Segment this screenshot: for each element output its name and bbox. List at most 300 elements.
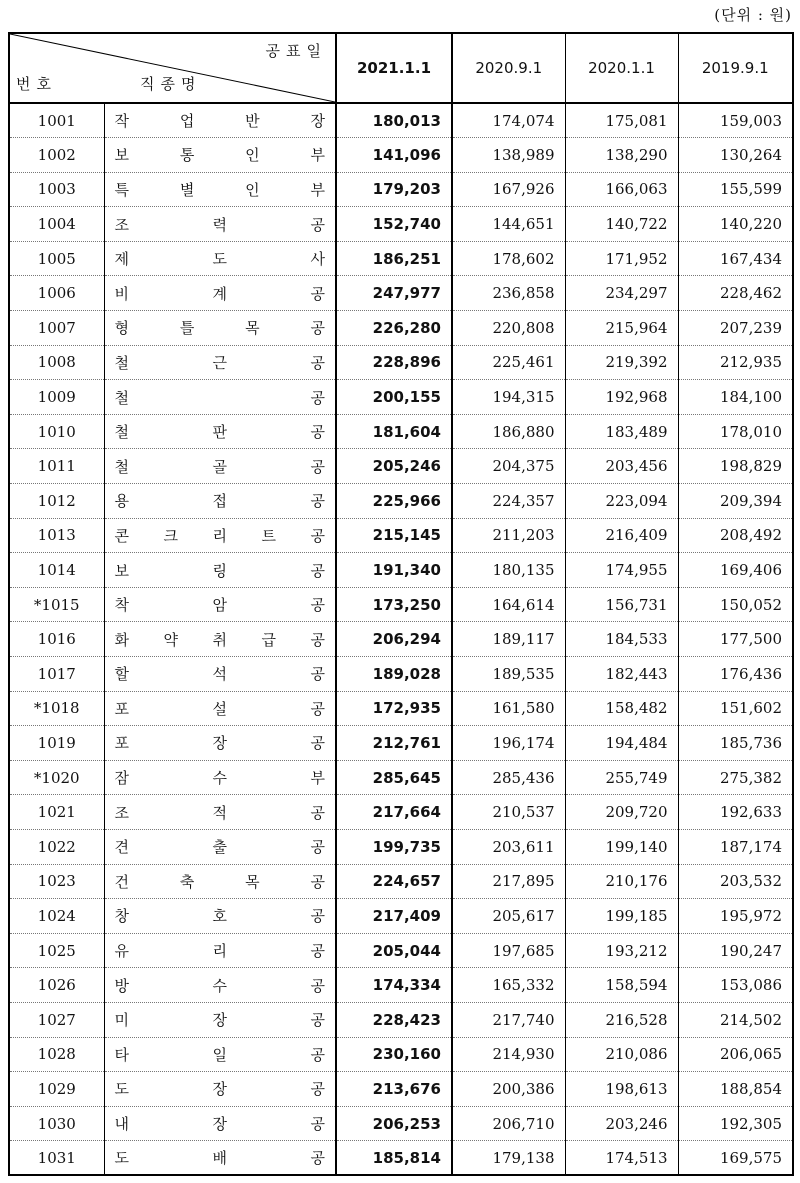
table-row xyxy=(9,241,793,276)
wage-value: 206,253 xyxy=(336,1106,452,1141)
table-row xyxy=(9,1141,793,1176)
job-name xyxy=(104,380,336,415)
wage-value: 196,174 xyxy=(452,726,565,761)
wage-value: 219,392 xyxy=(565,345,678,380)
table-row xyxy=(9,933,793,968)
table-row xyxy=(9,1072,793,1107)
job-name-char: 수 xyxy=(212,769,227,788)
wage-value: 130,264 xyxy=(678,138,793,173)
job-name-char: 약 xyxy=(163,630,178,649)
job-code: 1019 xyxy=(9,726,104,761)
wage-value: 226,280 xyxy=(336,311,452,346)
job-name-char: 공 xyxy=(310,353,325,372)
table-row xyxy=(9,414,793,449)
table-row xyxy=(9,449,793,484)
job-name-char: 석 xyxy=(212,665,227,684)
table-row xyxy=(9,587,793,622)
wage-value: 138,989 xyxy=(452,138,565,173)
job-name xyxy=(104,933,336,968)
job-name-char: 공 xyxy=(310,907,325,926)
wage-value: 183,489 xyxy=(565,414,678,449)
job-name-char: 화 xyxy=(114,630,129,649)
job-name-char: 공 xyxy=(310,284,325,303)
job-name-char: 공 xyxy=(310,699,325,718)
wage-value: 179,203 xyxy=(336,172,452,207)
wage-value: 155,599 xyxy=(678,172,793,207)
job-name-char: 장 xyxy=(212,734,227,753)
wage-value: 206,710 xyxy=(452,1106,565,1141)
job-name-char: 미 xyxy=(114,1011,129,1030)
wage-value: 189,028 xyxy=(336,657,452,692)
wage-value: 180,135 xyxy=(452,553,565,588)
job-code: 1012 xyxy=(9,484,104,519)
wage-value: 217,740 xyxy=(452,1002,565,1037)
wage-value: 215,964 xyxy=(565,311,678,346)
job-name-char: 력 xyxy=(212,215,227,234)
wage-value: 192,633 xyxy=(678,795,793,830)
wage-value: 186,880 xyxy=(452,414,565,449)
job-name-char: 도 xyxy=(114,1149,129,1168)
wage-value: 198,613 xyxy=(565,1072,678,1107)
wage-value: 153,086 xyxy=(678,968,793,1003)
wage-value: 209,720 xyxy=(565,795,678,830)
job-code: 1004 xyxy=(9,207,104,242)
job-name-char: 골 xyxy=(212,457,227,476)
job-name-char: 공 xyxy=(310,942,325,961)
job-name xyxy=(104,553,336,588)
wage-value: 165,332 xyxy=(452,968,565,1003)
wage-value: 166,063 xyxy=(565,172,678,207)
wage-value: 175,081 xyxy=(565,103,678,138)
job-name xyxy=(104,414,336,449)
job-name-char: 포 xyxy=(114,734,129,753)
table-row xyxy=(9,1106,793,1141)
wage-value: 167,434 xyxy=(678,241,793,276)
wage-value: 184,100 xyxy=(678,380,793,415)
wage-value: 228,462 xyxy=(678,276,793,311)
wage-value: 178,010 xyxy=(678,414,793,449)
wage-value: 190,247 xyxy=(678,933,793,968)
job-name xyxy=(104,1072,336,1107)
job-code: 1009 xyxy=(9,380,104,415)
job-name-char: 적 xyxy=(212,803,227,822)
wage-value: 207,239 xyxy=(678,311,793,346)
job-code: 1029 xyxy=(9,1072,104,1107)
job-name-char: 할 xyxy=(114,665,129,684)
job-code: 1016 xyxy=(9,622,104,657)
wage-value: 192,305 xyxy=(678,1106,793,1141)
wage-value: 200,386 xyxy=(452,1072,565,1107)
job-name xyxy=(104,622,336,657)
job-name-char: 인 xyxy=(245,146,260,165)
job-name-char: 공 xyxy=(310,423,325,442)
header-announce-date-label: 공표일 xyxy=(265,42,327,60)
wage-value: 200,155 xyxy=(336,380,452,415)
wage-value: 169,406 xyxy=(678,553,793,588)
wage-value: 206,294 xyxy=(336,622,452,657)
job-name xyxy=(104,345,336,380)
job-name-char: 부 xyxy=(310,180,325,199)
job-name-char: 별 xyxy=(179,180,195,199)
job-name-char: 취 xyxy=(212,630,227,649)
job-name-char: 공 xyxy=(310,492,325,511)
wage-value: 223,094 xyxy=(565,484,678,519)
job-code: 1001 xyxy=(9,103,104,138)
job-code: 1027 xyxy=(9,1002,104,1037)
job-name-char: 용 xyxy=(114,492,129,511)
wage-value: 208,492 xyxy=(678,518,793,553)
job-name-char: 공 xyxy=(310,215,325,234)
wage-value: 159,003 xyxy=(678,103,793,138)
wage-value: 285,645 xyxy=(336,760,452,795)
wage-value: 285,436 xyxy=(452,760,565,795)
wage-value: 216,528 xyxy=(565,1002,678,1037)
header-date: 2021.1.1 xyxy=(336,33,452,103)
job-name-char: 공 xyxy=(310,1080,325,1099)
job-name-char: 링 xyxy=(212,561,227,580)
job-name-char: 암 xyxy=(212,596,227,615)
job-name-char: 공 xyxy=(310,976,325,995)
table-row xyxy=(9,380,793,415)
wage-value: 144,651 xyxy=(452,207,565,242)
table-row xyxy=(9,484,793,519)
job-code: 1014 xyxy=(9,553,104,588)
wage-value: 234,297 xyxy=(565,276,678,311)
job-code: *1015 xyxy=(9,587,104,622)
header-date: 2020.9.1 xyxy=(452,33,565,103)
wage-value: 214,930 xyxy=(452,1037,565,1072)
job-name-char: 철 xyxy=(114,388,129,407)
table-row xyxy=(9,968,793,1003)
wage-value: 171,952 xyxy=(565,241,678,276)
wage-value: 210,537 xyxy=(452,795,565,830)
job-name-char: 공 xyxy=(310,1149,325,1168)
job-name-char: 출 xyxy=(212,838,227,857)
job-name-char: 급 xyxy=(261,630,276,649)
job-name xyxy=(104,760,336,795)
job-code: 1031 xyxy=(9,1141,104,1176)
table-row xyxy=(9,760,793,795)
wage-value: 203,456 xyxy=(565,449,678,484)
wage-value: 194,315 xyxy=(452,380,565,415)
wage-value: 156,731 xyxy=(565,587,678,622)
job-name-char: 업 xyxy=(179,112,195,131)
job-name-char: 유 xyxy=(114,942,129,961)
wage-value: 173,250 xyxy=(336,587,452,622)
wage-value: 203,532 xyxy=(678,864,793,899)
job-name-char: 부 xyxy=(310,769,325,788)
wage-value: 178,602 xyxy=(452,241,565,276)
job-name xyxy=(104,864,336,899)
wage-value: 247,977 xyxy=(336,276,452,311)
unit-note: (단위 : 원) xyxy=(714,6,792,24)
job-name-char: 리 xyxy=(212,526,227,545)
job-name xyxy=(104,1002,336,1037)
table-row xyxy=(9,864,793,899)
job-name xyxy=(104,172,336,207)
job-name-char: 공 xyxy=(310,388,325,407)
wage-value: 236,858 xyxy=(452,276,565,311)
wage-value: 216,409 xyxy=(565,518,678,553)
wage-value: 188,854 xyxy=(678,1072,793,1107)
wage-value: 182,443 xyxy=(565,657,678,692)
table-row xyxy=(9,726,793,761)
job-name-char: 인 xyxy=(245,180,260,199)
job-name-char: 철 xyxy=(114,457,129,476)
job-name-char: 공 xyxy=(310,838,325,857)
header-corner-cell xyxy=(9,33,336,103)
wage-value: 199,735 xyxy=(336,829,452,864)
wage-value: 224,357 xyxy=(452,484,565,519)
job-name-char: 공 xyxy=(310,596,325,615)
wage-table xyxy=(8,32,794,1176)
job-code: 1011 xyxy=(9,449,104,484)
header-date: 2019.9.1 xyxy=(678,33,793,103)
wage-value: 174,334 xyxy=(336,968,452,1003)
wage-value: 152,740 xyxy=(336,207,452,242)
wage-value: 275,382 xyxy=(678,760,793,795)
wage-value: 197,685 xyxy=(452,933,565,968)
table-row xyxy=(9,172,793,207)
job-name-char: 목 xyxy=(245,319,260,338)
job-name-char: 트 xyxy=(261,526,276,545)
wage-value: 228,423 xyxy=(336,1002,452,1037)
job-name-char: 공 xyxy=(310,561,325,580)
job-name-char: 포 xyxy=(114,699,129,718)
job-name-char: 공 xyxy=(310,734,325,753)
header-job-label: 직종명 xyxy=(140,75,202,93)
job-code: 1002 xyxy=(9,138,104,173)
job-name xyxy=(104,138,336,173)
table-row xyxy=(9,207,793,242)
job-name-char: 비 xyxy=(114,284,129,303)
job-name-char: 철 xyxy=(114,423,129,442)
job-name xyxy=(104,899,336,934)
job-name-char: 건 xyxy=(114,872,129,891)
wage-value: 206,065 xyxy=(678,1037,793,1072)
wage-value: 224,657 xyxy=(336,864,452,899)
wage-value: 184,533 xyxy=(565,622,678,657)
job-name-char: 계 xyxy=(212,284,227,303)
job-name-char: 도 xyxy=(212,250,227,269)
job-name-char: 부 xyxy=(310,146,325,165)
wage-value: 158,594 xyxy=(565,968,678,1003)
table-row xyxy=(9,276,793,311)
job-name-char: 배 xyxy=(212,1149,227,1168)
table-row xyxy=(9,1002,793,1037)
job-name-char: 일 xyxy=(212,1045,227,1064)
job-code: 1003 xyxy=(9,172,104,207)
job-name xyxy=(104,726,336,761)
wage-value: 213,676 xyxy=(336,1072,452,1107)
job-name xyxy=(104,484,336,519)
job-name-char: 접 xyxy=(212,492,227,511)
wage-value: 228,896 xyxy=(336,345,452,380)
wage-value: 174,074 xyxy=(452,103,565,138)
wage-value: 205,617 xyxy=(452,899,565,934)
job-name xyxy=(104,657,336,692)
wage-value: 191,340 xyxy=(336,553,452,588)
wage-value: 158,482 xyxy=(565,691,678,726)
wage-value: 189,535 xyxy=(452,657,565,692)
job-name-char: 공 xyxy=(310,319,325,338)
wage-value: 199,185 xyxy=(565,899,678,934)
wage-value: 141,096 xyxy=(336,138,452,173)
job-name-char: 리 xyxy=(212,942,227,961)
wage-value: 194,484 xyxy=(565,726,678,761)
wage-value: 212,761 xyxy=(336,726,452,761)
job-name-char: 공 xyxy=(310,526,325,545)
job-name-char: 공 xyxy=(310,1045,325,1064)
job-name-char: 공 xyxy=(310,630,325,649)
header-date: 2020.1.1 xyxy=(565,33,678,103)
wage-value: 167,926 xyxy=(452,172,565,207)
table-row xyxy=(9,899,793,934)
job-name xyxy=(104,311,336,346)
job-name-char: 보 xyxy=(114,561,129,580)
job-name-char: 제 xyxy=(114,250,129,269)
wage-value: 255,749 xyxy=(565,760,678,795)
job-name-char: 공 xyxy=(310,1011,325,1030)
wage-value: 203,246 xyxy=(565,1106,678,1141)
table-row xyxy=(9,622,793,657)
table-body xyxy=(9,103,793,1175)
job-name-char: 호 xyxy=(212,907,227,926)
wage-value: 217,409 xyxy=(336,899,452,934)
job-name-char: 공 xyxy=(310,665,325,684)
job-name-char: 조 xyxy=(114,215,129,234)
job-name xyxy=(104,968,336,1003)
table-row xyxy=(9,518,793,553)
table-row xyxy=(9,795,793,830)
table-row xyxy=(9,657,793,692)
job-code: 1005 xyxy=(9,241,104,276)
job-code: 1021 xyxy=(9,795,104,830)
job-code: *1020 xyxy=(9,760,104,795)
wage-value: 209,394 xyxy=(678,484,793,519)
job-name xyxy=(104,241,336,276)
wage-value: 151,602 xyxy=(678,691,793,726)
wage-value: 203,611 xyxy=(452,829,565,864)
header-number-label: 번호 xyxy=(16,75,57,93)
wage-value: 164,614 xyxy=(452,587,565,622)
wage-value: 217,664 xyxy=(336,795,452,830)
job-name-char: 형 xyxy=(114,319,129,338)
wage-value: 211,203 xyxy=(452,518,565,553)
wage-value: 185,814 xyxy=(336,1141,452,1176)
job-code: 1010 xyxy=(9,414,104,449)
job-code: 1025 xyxy=(9,933,104,968)
wage-value: 179,138 xyxy=(452,1141,565,1176)
job-code: 1017 xyxy=(9,657,104,692)
wage-value: 220,808 xyxy=(452,311,565,346)
job-code: 1007 xyxy=(9,311,104,346)
table-header-row xyxy=(9,33,793,103)
wage-value: 180,013 xyxy=(336,103,452,138)
job-name-char: 장 xyxy=(212,1080,227,1099)
table-row xyxy=(9,553,793,588)
job-name-char: 보 xyxy=(114,146,129,165)
wage-value: 140,220 xyxy=(678,207,793,242)
job-code: 1026 xyxy=(9,968,104,1003)
job-code: 1030 xyxy=(9,1106,104,1141)
table-row xyxy=(9,691,793,726)
job-name-char: 크 xyxy=(163,526,178,545)
wage-value: 205,246 xyxy=(336,449,452,484)
wage-value: 217,895 xyxy=(452,864,565,899)
wage-value: 225,966 xyxy=(336,484,452,519)
wage-value: 189,117 xyxy=(452,622,565,657)
wage-value: 199,140 xyxy=(565,829,678,864)
wage-value: 169,575 xyxy=(719,1148,782,1167)
job-name-char: 방 xyxy=(114,976,129,995)
job-name-char: 목 xyxy=(245,872,260,891)
job-name xyxy=(104,103,336,138)
table-row xyxy=(9,138,793,173)
wage-value: 210,176 xyxy=(565,864,678,899)
job-name-char: 판 xyxy=(212,423,227,442)
job-name xyxy=(104,1141,336,1176)
wage-value: 215,145 xyxy=(336,518,452,553)
job-name-char: 콘 xyxy=(114,526,129,545)
wage-value: 174,513 xyxy=(565,1141,678,1176)
table-row xyxy=(9,345,793,380)
job-name-char: 견 xyxy=(114,838,129,857)
wage-value: 174,955 xyxy=(565,553,678,588)
job-code: 1024 xyxy=(9,899,104,934)
job-name-char: 통 xyxy=(179,146,195,165)
job-name-char: 철 xyxy=(114,353,129,372)
job-name-char: 작 xyxy=(114,112,129,131)
job-name-char: 공 xyxy=(310,457,325,476)
wage-value: 181,604 xyxy=(336,414,452,449)
job-name-char: 잠 xyxy=(114,769,129,788)
job-name xyxy=(104,276,336,311)
job-name-char: 장 xyxy=(212,1115,227,1134)
wage-value: 177,500 xyxy=(678,622,793,657)
job-code: 1006 xyxy=(9,276,104,311)
job-name-char: 공 xyxy=(310,1115,325,1134)
job-name xyxy=(104,207,336,242)
wage-value: 140,722 xyxy=(565,207,678,242)
job-name-char: 조 xyxy=(114,803,129,822)
job-name-char: 축 xyxy=(179,872,195,891)
job-name-char: 공 xyxy=(310,803,325,822)
job-name-char: 착 xyxy=(114,596,129,615)
table-row xyxy=(9,103,793,138)
wage-value: 192,968 xyxy=(565,380,678,415)
wage-value: 186,251 xyxy=(336,241,452,276)
job-name-char: 타 xyxy=(114,1045,129,1064)
job-code: 1022 xyxy=(9,829,104,864)
job-name xyxy=(104,518,336,553)
job-name xyxy=(104,795,336,830)
job-name xyxy=(104,449,336,484)
job-name-char: 사 xyxy=(310,250,325,269)
job-name-char: 도 xyxy=(114,1080,129,1099)
job-code: 1008 xyxy=(9,345,104,380)
job-name xyxy=(104,587,336,622)
table-row xyxy=(9,1037,793,1072)
wage-value: 210,086 xyxy=(565,1037,678,1072)
wage-value: 187,174 xyxy=(678,829,793,864)
wage-value: 150,052 xyxy=(678,587,793,622)
job-name-char: 설 xyxy=(212,699,227,718)
job-code: *1018 xyxy=(9,691,104,726)
wage-value: 204,375 xyxy=(452,449,565,484)
job-name-char: 수 xyxy=(212,976,227,995)
job-name xyxy=(104,1037,336,1072)
